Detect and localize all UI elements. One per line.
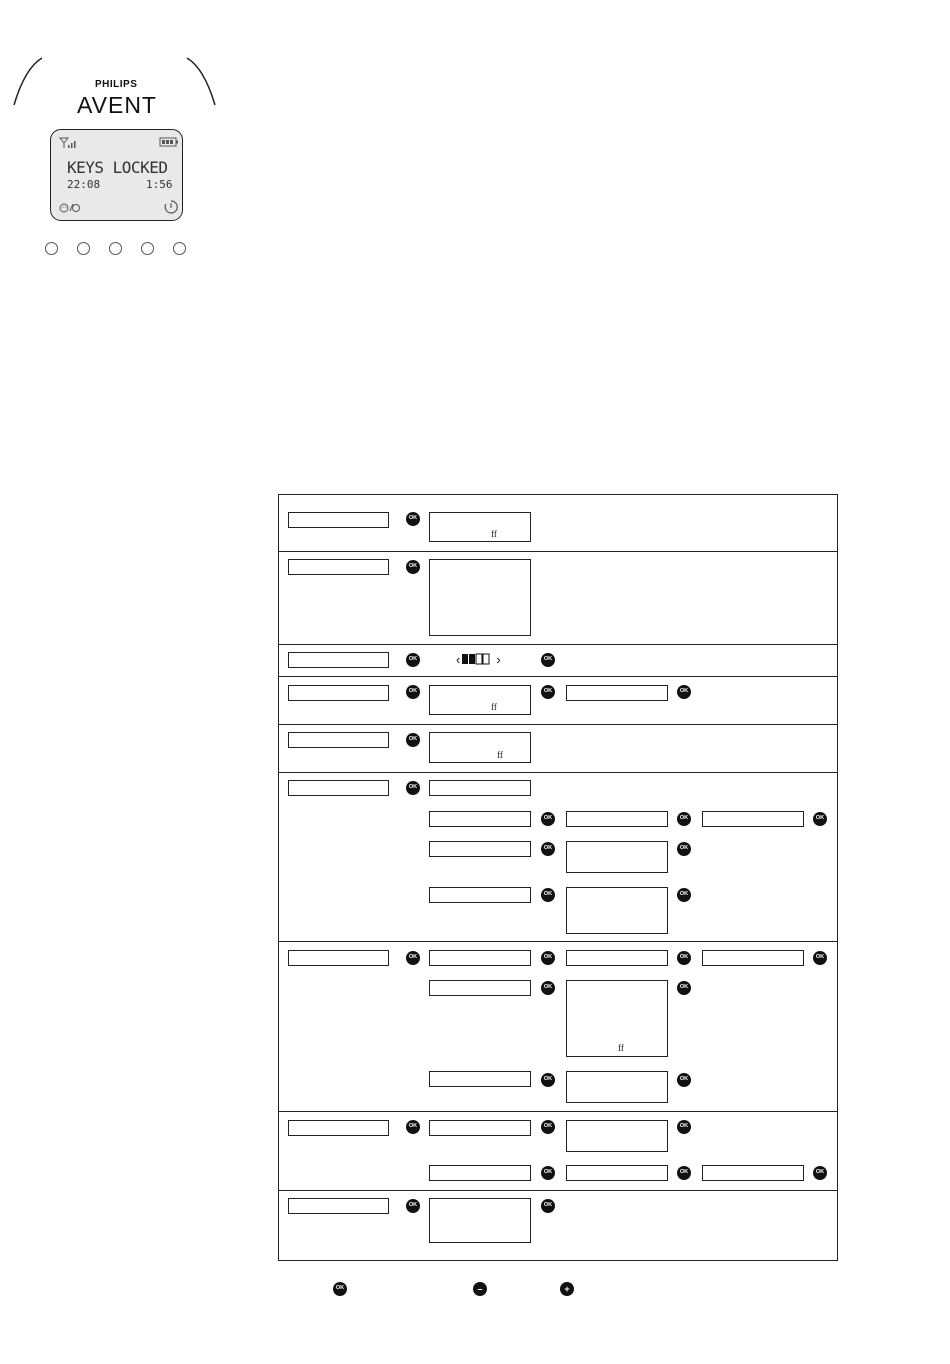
screen-box bbox=[566, 887, 668, 934]
screen-box bbox=[429, 732, 531, 763]
menu-item-box bbox=[288, 559, 389, 575]
screen-box bbox=[429, 512, 531, 542]
menu-item-box bbox=[288, 950, 389, 966]
arrow-right-icon: › bbox=[496, 651, 501, 667]
screen-box bbox=[429, 685, 531, 715]
screen-box bbox=[566, 1071, 668, 1103]
menu-item-box bbox=[288, 1198, 389, 1214]
legend-ok-icon: OK bbox=[333, 1282, 347, 1296]
signal-icon bbox=[59, 137, 79, 149]
menu-item-box bbox=[702, 811, 804, 827]
ok-button-icon: OK bbox=[541, 981, 555, 995]
ok-button-icon: OK bbox=[541, 1073, 555, 1087]
lcd-time-left: 22:08 bbox=[67, 178, 101, 191]
ok-button-icon: OK bbox=[406, 1120, 420, 1134]
ok-button-icon: OK bbox=[406, 733, 420, 747]
lcd-message: KEYS LOCKED bbox=[67, 158, 168, 177]
ok-button-icon: OK bbox=[813, 812, 827, 826]
battery-icon bbox=[159, 137, 179, 148]
level-bars-icon bbox=[461, 653, 495, 665]
brightness-bar bbox=[456, 650, 504, 668]
ok-button-icon: OK bbox=[541, 888, 555, 902]
ok-button-icon: OK bbox=[541, 685, 555, 699]
ok-button-icon: OK bbox=[677, 1166, 691, 1180]
ok-button-icon: OK bbox=[541, 1199, 555, 1213]
lcd-time-right: 1:56 bbox=[146, 178, 173, 191]
menu-item-box bbox=[429, 1120, 531, 1136]
menu-item-box bbox=[566, 811, 668, 827]
legend-minus-icon: – bbox=[473, 1282, 487, 1296]
ff-label: ff bbox=[491, 702, 497, 712]
arrow-left-icon: ‹ bbox=[456, 651, 461, 667]
menu-item-box bbox=[429, 841, 531, 857]
ok-button-icon: OK bbox=[677, 1120, 691, 1134]
menu-item-box bbox=[702, 1165, 804, 1181]
menu-item-box bbox=[429, 1071, 531, 1087]
menu-item-box bbox=[288, 512, 389, 528]
menu-item-box bbox=[288, 685, 389, 701]
screen-box bbox=[429, 559, 531, 636]
baby-face-icon bbox=[59, 202, 81, 214]
ok-button-icon: OK bbox=[541, 842, 555, 856]
ok-button-icon: OK bbox=[406, 512, 420, 526]
ok-button-icon: OK bbox=[406, 685, 420, 699]
menu-item-box bbox=[429, 980, 531, 996]
device-button-3[interactable] bbox=[109, 242, 122, 255]
device-button-5[interactable] bbox=[173, 242, 186, 255]
ok-button-icon: OK bbox=[406, 560, 420, 574]
row-divider bbox=[278, 941, 838, 942]
device-button-2[interactable] bbox=[77, 242, 90, 255]
ff-label: ff bbox=[497, 750, 503, 760]
lcd-screen bbox=[50, 129, 183, 221]
menu-item-box bbox=[288, 732, 389, 748]
screen-box bbox=[566, 980, 668, 1057]
timer-icon bbox=[163, 199, 179, 215]
menu-item-box bbox=[429, 1165, 531, 1181]
ok-button-icon: OK bbox=[677, 1073, 691, 1087]
legend-plus-icon: + bbox=[560, 1282, 574, 1296]
ok-button-icon: OK bbox=[541, 1166, 555, 1180]
ok-button-icon: OK bbox=[406, 781, 420, 795]
row-divider bbox=[278, 1190, 838, 1191]
brand-avent: AVENT bbox=[77, 92, 157, 118]
row-divider bbox=[278, 551, 838, 552]
row-divider bbox=[278, 644, 838, 645]
ok-button-icon: OK bbox=[677, 842, 691, 856]
ok-button-icon: OK bbox=[677, 951, 691, 965]
menu-item-box bbox=[429, 950, 531, 966]
ok-button-icon: OK bbox=[541, 1120, 555, 1134]
ok-button-icon: OK bbox=[406, 951, 420, 965]
menu-item-box bbox=[566, 950, 668, 966]
screen-box bbox=[566, 841, 668, 873]
menu-item-box bbox=[566, 1165, 668, 1181]
menu-item-box bbox=[566, 685, 668, 701]
ok-button-icon: OK bbox=[541, 653, 555, 667]
screen-box bbox=[566, 1120, 668, 1152]
menu-item-box bbox=[288, 1120, 389, 1136]
ok-button-icon: OK bbox=[541, 951, 555, 965]
ff-label: ff bbox=[491, 529, 497, 539]
menu-item-box bbox=[429, 887, 531, 903]
screen-box bbox=[429, 1198, 531, 1243]
menu-item-box bbox=[702, 950, 804, 966]
ok-button-icon: OK bbox=[677, 812, 691, 826]
ok-button-icon: OK bbox=[541, 812, 555, 826]
brand-philips: PHILIPS bbox=[95, 79, 138, 90]
ok-button-icon: OK bbox=[406, 1199, 420, 1213]
menu-item-box bbox=[288, 652, 389, 668]
ok-button-icon: OK bbox=[677, 685, 691, 699]
ok-button-icon: OK bbox=[406, 653, 420, 667]
menu-item-box bbox=[429, 811, 531, 827]
ff-label: ff bbox=[618, 1043, 624, 1053]
device-button-1[interactable] bbox=[45, 242, 58, 255]
row-divider bbox=[278, 724, 838, 725]
menu-flow-table bbox=[278, 494, 838, 1261]
ok-button-icon: OK bbox=[677, 981, 691, 995]
device-button-4[interactable] bbox=[141, 242, 154, 255]
ok-button-icon: OK bbox=[677, 888, 691, 902]
row-divider bbox=[278, 676, 838, 677]
ok-button-icon: OK bbox=[813, 1166, 827, 1180]
row-divider bbox=[278, 772, 838, 773]
menu-item-box bbox=[429, 780, 531, 796]
menu-item-box bbox=[288, 780, 389, 796]
row-divider bbox=[278, 1111, 838, 1112]
ok-button-icon: OK bbox=[813, 951, 827, 965]
